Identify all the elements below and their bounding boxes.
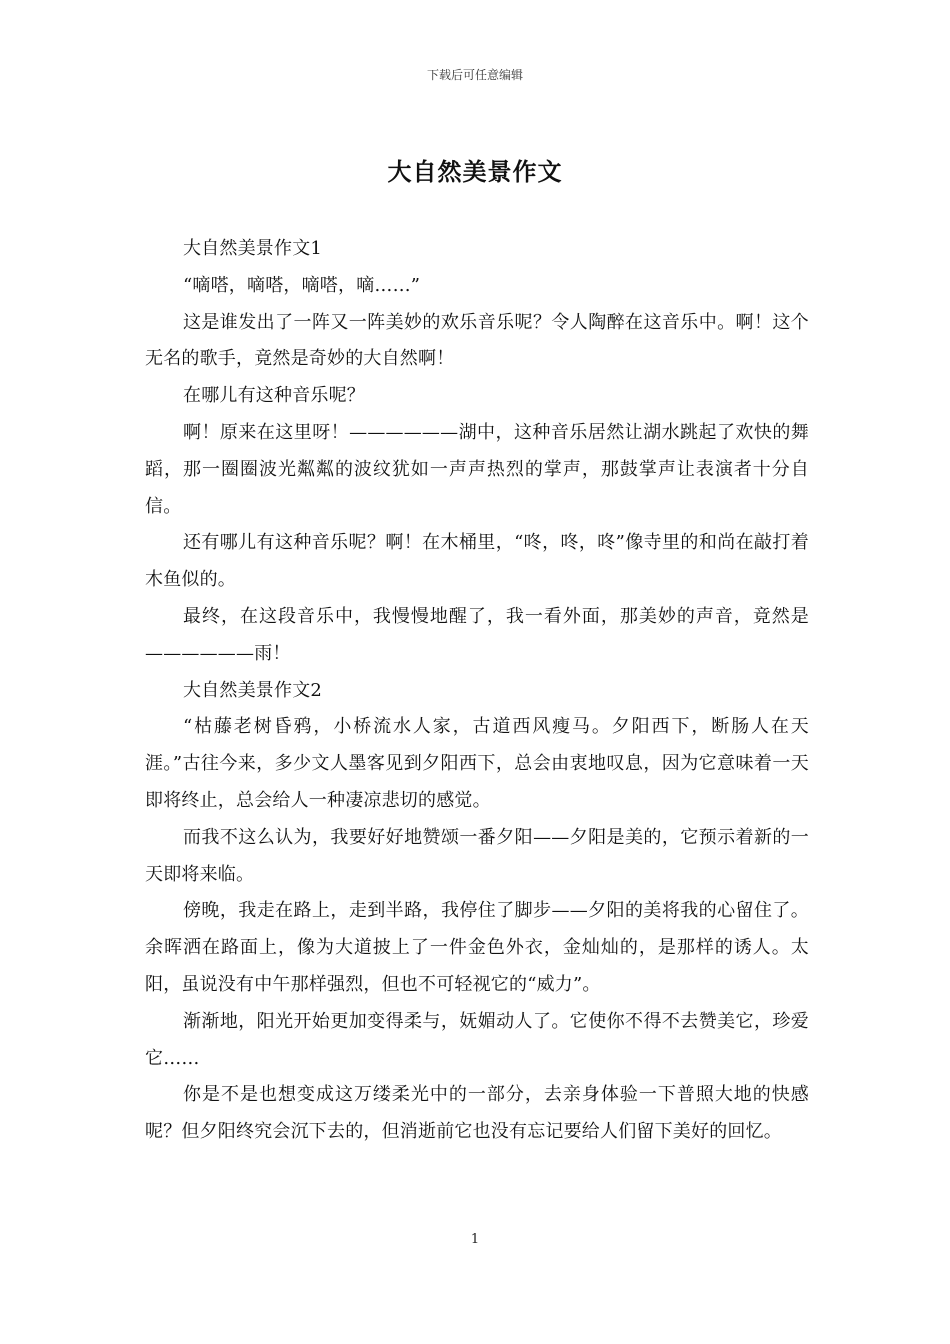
paragraph: 这是谁发出了一阵又一阵美妙的欢乐音乐呢？令人陶醉在这音乐中。啊！这个无名的歌手，竟然是奇妙的大自然啊！ — [145, 311, 809, 370]
page-header: 下载后可任意编辑 — [426, 68, 523, 82]
paragraph: 渐渐地，阳光开始更加变得柔与，妩媚动人了。它使你不得不去赞美它，珍爱它…… — [145, 1010, 809, 1069]
document-body — [145, 231, 809, 1151]
paragraph: 大自然美景作文2 — [183, 679, 323, 701]
paragraph: 还有哪儿有这种音乐呢？啊！在木桶里，“咚，咚，咚”像寺里的和尚在敲打着木鱼似的。 — [145, 532, 809, 591]
paragraph: 最终，在这段音乐中，我慢慢地醒了，我一看外面，那美妙的声音，竟然是——————雨！ — [145, 605, 809, 664]
paragraph: 傍晚，我走在路上，走到半路，我停住了脚步——夕阳的美将我的心留住了。余晖洒在路面上，像为大道披上了一件金色外衣，金灿灿的，是那样的诱人。太阳，虽说没有中午那样强烈，但也不可轻视它的“威力”。 — [145, 900, 809, 995]
paragraph: 大自然美景作文1 — [183, 238, 323, 259]
page-number: 1 — [470, 1232, 480, 1247]
paragraph: 而我不这么认为，我要好好地赞颂一番夕阳——夕阳是美的，它预示着新的一天即将来临。 — [145, 826, 809, 885]
paragraph: “嘀嗒，嘀嗒，嘀嗒，嘀……” — [183, 274, 421, 296]
paragraph: 在哪儿有这种音乐呢？ — [183, 385, 365, 407]
paragraph: “枯藤老树昏鸦，小桥流水人家，古道西风瘦马。夕阳西下，断肠人在天涯。”古往今来，多少文人墨客见到夕阳西下，总会由衷地叹息，因为它意味着一天即将终止，总会给人一种凄凉悲切的感觉。 — [145, 716, 809, 811]
document-title: 大自然美景作文 — [387, 157, 563, 186]
paragraph: 啊！原来在这里呀！——————湖中，这种音乐居然让湖水跳起了欢快的舞蹈，那一圈圈波光粼粼的波纹犹如一声声热烈的掌声，那鼓掌声让表演者十分自信。 — [145, 421, 809, 517]
paragraph: 你是不是也想变成这万缕柔光中的一部分，去亲身体验一下普照大地的快感呢？但夕阳终究会沉下去的，但消逝前它也没有忘记要给人们留下美好的回忆。 — [145, 1084, 809, 1143]
